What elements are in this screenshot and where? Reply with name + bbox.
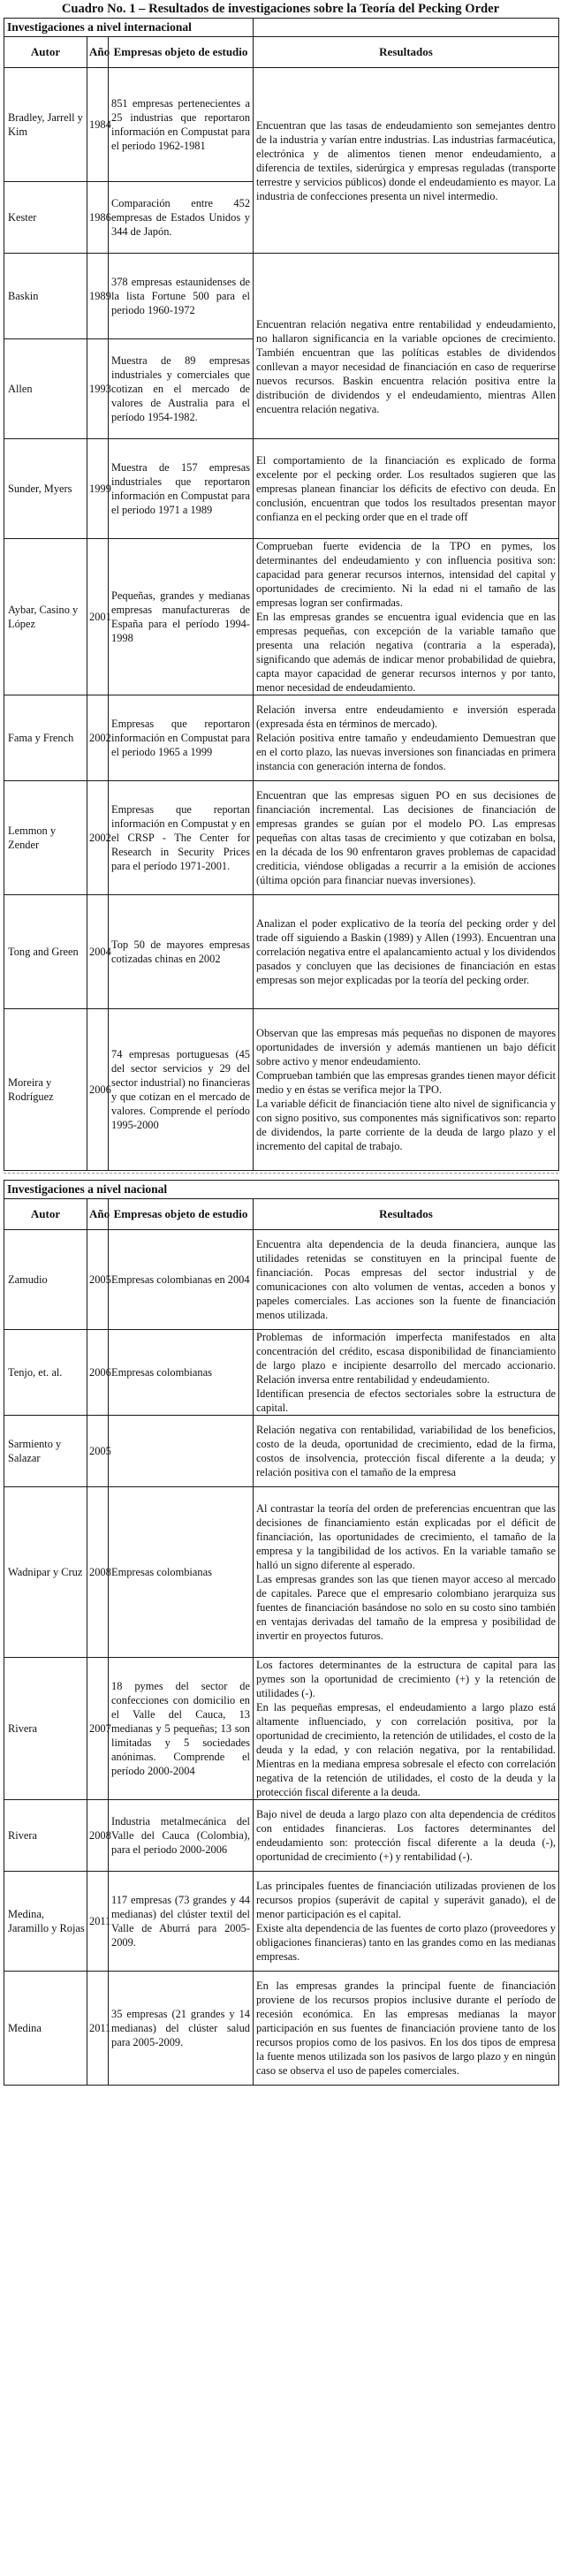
cell-resultados: Bajo nivel de deuda a largo plazo con alta dependencia de créditos con entidades financieras. Los factores determinantes del endeudamiento son: protección fiscal diferente a la deuda (-), oportunidad de crecimiento (+) y rentabilidad (-). — [254, 1800, 559, 1872]
cell-autor: Wadnipar y Cruz — [4, 1487, 87, 1658]
cell-anio: 2005 — [87, 1416, 109, 1487]
result-paragraph: En las pequeñas empresas, el endeudamiento a largo plazo está altamente influenciado, y con correlación positiva, por la oportunidad de crecimiento, la retención de utilidades, el costo de la deuda y la edad, y con relación negativa, por la rentabilidad. Mientras en la mediana empresa sobresale el efecto con correlación negativa de la retención de utilidades, el costo de la deuda y la protección fiscal diferente a la deuda. — [256, 1701, 557, 1798]
table-row — [4, 695, 559, 781]
table-title: Cuadro No. 1 – Resultados de investigaciones sobre la Teoría del Pecking Order — [61, 2, 500, 16]
result-paragraph: Comprueban también que las empresas grandes tienen mayor déficit medio y en éstas se verifica mejor la TPO. — [256, 1069, 557, 1096]
result-paragraph: Relación positiva entre tamaño y endeudamiento Demuestran que en el corto plazo, las nuevas inversiones son financiadas en primera instancia con generación interna de fondos. — [256, 732, 557, 772]
column-header-autor: Autor — [4, 37, 87, 68]
table-row — [4, 254, 559, 339]
table-row — [4, 1800, 559, 1872]
cell-anio: 2002 — [87, 695, 109, 781]
cell-resultados: Encuentran que las empresas siguen PO en sus decisiones de financiación incremental. Las decisiones de financiación de empresas grandes se guían por el modelo PO. Las empresas pequeñas con altas tasas de crecimiento y que cotizaban en bolsa, en la década de los 90 enfrentaron graves problemas de capacidad crediticia, viéndose obligadas a recurrir a la emisión de acciones (última opción para financiar nuevas inversiones). — [254, 781, 559, 895]
cell-resultados — [254, 1658, 559, 1800]
cell-anio: 1993 — [87, 339, 109, 439]
table-row — [4, 895, 559, 1009]
table-row — [4, 439, 559, 539]
cell-empresas: Muestra de 157 empresas industriales que reportaron información en Compustat para el periodo 1971 a 1989 — [109, 439, 254, 539]
table-row — [4, 1487, 559, 1658]
cell-autor: Fama y French — [4, 695, 87, 781]
cell-empresas: 117 empresas (73 grandes y 44 medianas) del clúster textil del Valle de Aburrá para 2005-2009. — [109, 1872, 254, 1972]
cell-resultados: Encuentran que las tasas de endeudamiento son semejantes dentro de la industria y varían entre industrias. Las industrias farmacéutica, electrónica y de alimentos tienen menor endeudamiento, a diferencia de textiles, siderúrgica y empresas reguladas (transporte terrestre y servicios públicos) donde el endeudamiento es mayor. La industria de confecciones presenta un nivel intermedio. — [254, 68, 559, 254]
cell-autor: Moreira y Rodríguez — [4, 1009, 87, 1171]
cell-anio: 2006 — [87, 1330, 109, 1416]
result-paragraph: Existe alta dependencia de las fuentes de corto plazo (proveedores y obligaciones financieras) tanto en las grandes como en las medianas empresas. — [256, 1922, 557, 1963]
column-header-anio: Año — [87, 1199, 109, 1230]
result-paragraph: Relación inversa entre endeudamiento e inversión esperada (expresada ésta en términos de mercado). — [256, 703, 557, 730]
result-paragraph: Identifican presencia de efectos sectoriales sobre la estructura de capital. — [256, 1387, 557, 1414]
empty-cell — [254, 19, 559, 37]
result-text: Encuentran relación negativa entre rentabilidad y endeudamiento, no hallaron significancia en la variable opciones de crecimiento. También encuentran que las políticas estables de dividendos conllevan a mayor necesidad de financiación en caso de requerirse nuevos recursos. Baskin encuentra relación positiva entre la distribución de dividendos y el endeudamiento, mientras Allen encuentra relación negativa. — [256, 318, 557, 415]
cell-anio: 2008 — [87, 1800, 109, 1872]
cell-empresas: 74 empresas portuguesas (45 del sector servicios y 29 del sector industrial) no financieras y que cotizan en el mercado de valores. Comprende el período 1995-2000 — [109, 1009, 254, 1171]
cell-autor: Lemmon y Zender — [4, 781, 87, 895]
cell-empresas: Muestra de 89 empresas industriales y comerciales que cotizan en el mercado de valores de Australia para el período 1954-1982. — [109, 339, 254, 439]
cell-resultados: Relación negativa con rentabilidad, variabilidad de los beneficios, costo de la deuda, oportunidad de crecimiento, edad de la firma, costos de insolvencia, protección fiscal diferente a la deuda; y relación positiva con el tamaño de la empresa — [254, 1416, 559, 1487]
cell-anio: 2004 — [87, 895, 109, 1009]
national-table — [4, 1180, 559, 2086]
national-table-wrap — [4, 1180, 558, 2086]
result-paragraph: La variable déficit de financiación tiene alto nivel de significancia y con signo positivo, sus componentes más significativos son: reparto de dividendos, la parte corriente de la deuda de largo plazo y el incremento del capital de trabajo. — [256, 1098, 557, 1152]
cell-autor: Rivera — [4, 1800, 87, 1872]
cell-autor: Kester — [4, 182, 87, 254]
cell-empresas: Empresas colombianas — [109, 1487, 254, 1658]
cell-resultados — [254, 695, 559, 781]
cell-empresas: 18 pymes del sector de confecciones con domicilio en el Valle del Cauca, 13 medianas y 5 pequeñas; 13 son limitadas y 5 sociedades anónimas. Comprende el período 2000-2004 — [109, 1658, 254, 1800]
result-paragraph: Observan que las empresas más pequeñas no disponen de mayores oportunidades de inversión y además mantienen un bajo déficit sobre activo y menor endeudamiento. — [256, 1027, 557, 1068]
cell-anio: 1984 — [87, 68, 109, 182]
column-header-resultados: Resultados — [254, 1199, 559, 1230]
cell-anio: 1989 — [87, 254, 109, 339]
cell-resultados: En las empresas grandes la principal fuente de financiación proviene de los recursos propios inclusive durante el período de recesión económica. En las empresas medianas la mayor participación en sus fuentes de financiación proviene tanto de los recursos propios como de los pasivos. En los dos tipos de empresa la fuente menos utilizada son los pasivos de largo plazo y en ningún caso se observa el uso de papeles comerciales. — [254, 1972, 559, 2086]
cell-resultados — [254, 1487, 559, 1658]
cell-anio: 2001 — [87, 539, 109, 695]
table-row — [4, 1009, 559, 1171]
cell-resultados: Analizan el poder explicativo de la teoría del pecking order y del trade off siguiendo a Baskin (1989) y Allen (1993). Encuentran una correlación negativa entre el apalancamiento actual y los dividendos pasados y concluyen que las decisiones de financiación en estas empresas son mejor explicadas por la teoría del pecking order. — [254, 895, 559, 1009]
section-label: Investigaciones a nivel nacional — [4, 1181, 559, 1199]
cell-empresas: Top 50 de mayores empresas cotizadas chinas en 2002 — [109, 895, 254, 1009]
cell-anio: 2011 — [87, 1972, 109, 2086]
table-row — [4, 781, 559, 895]
table-row — [4, 1416, 559, 1487]
cell-anio: 2005 — [87, 1230, 109, 1330]
cell-empresas: Empresas colombianas en 2004 — [109, 1230, 254, 1330]
cell-resultados — [254, 539, 559, 695]
cell-empresas: 35 empresas (21 grandes y 14 medianas) del clúster salud para 2005-2009. — [109, 1972, 254, 2086]
section-header-national — [4, 1181, 559, 1199]
cell-empresas: Empresas que reportan información en Compustat y en el CRSP - The Center for Research in Security Prices para el período 1971-2001. — [109, 781, 254, 895]
cell-empresas: Empresas colombianas — [109, 1330, 254, 1416]
cell-autor: Zamudio — [4, 1230, 87, 1330]
result-paragraph: Los factores determinantes de la estructura de capital para las pymes son la oportunidad de crecimiento (+) y la retención de utilidades (-). — [256, 1659, 557, 1699]
cell-anio: 2008 — [87, 1487, 109, 1658]
result-paragraph: Las empresas grandes son las que tienen mayor acceso al mercado de capitales. Parece que el empresario colombiano jerarquiza sus fuentes de financiación basándose no solo en su costo sino también en ventajas derivadas del tamaño de la empresa y posibilidad de invertir en proyectos futuros. — [256, 1573, 557, 1642]
cell-autor: Medina, Jaramillo y Rojas — [4, 1872, 87, 1972]
table-row — [4, 1972, 559, 2086]
result-paragraph: Al contrastar la teoría del orden de preferencias encuentran que las decisiones de financiamiento están explicadas por el déficit de financiación, las oportunidades de crecimiento, el tamaño de la empresa y la tangibilidad de los activos. En la variable tamaño se halló un signo diferente al esperado. — [256, 1502, 557, 1571]
section-label: Investigaciones a nivel internacional — [4, 19, 254, 37]
result-paragraph: Comprueban fuerte evidencia de la TPO en pymes, los determinantes del endeudamiento y con influencia positiva son: capacidad para generar recursos internos, intensidad del capital y oportunidades de crecimiento. Ni la edad ni el tamaño de las empresas logran ser confirmadas. — [256, 540, 557, 609]
cell-autor: Sarmiento y Salazar — [4, 1416, 87, 1487]
table-row — [4, 1658, 559, 1800]
cell-autor: Tong and Green — [4, 895, 87, 1009]
table-row — [4, 68, 559, 182]
cell-empresas: 378 empresas estaunidenses de la lista Fortune 500 para el periodo 1960-1972 — [109, 254, 254, 339]
section-header-international — [4, 19, 559, 37]
cell-empresas: Industria metalmecánica del Valle del Cauca (Colombia), para el periodo 2000-2006 — [109, 1800, 254, 1872]
column-header-autor: Autor — [4, 1199, 87, 1230]
result-paragraph: Problemas de información imperfecta manifestados en alta concentración del crédito, escasa disponibilidad de financiamiento de largo plazo e incipiente desarrollo del mercado accionario. Relación inversa entre rentabilidad y endeudamiento. — [256, 1331, 557, 1386]
cell-empresas: Empresas que reportaron información en Compustat para el periodo 1965 a 1999 — [109, 695, 254, 781]
table-row — [4, 539, 559, 695]
cell-empresas: 851 empresas pertenecientes a 25 industrias que reportaron información en Compustat para el periodo 1962-1981 — [109, 68, 254, 182]
cell-anio: 2006 — [87, 1009, 109, 1171]
column-header-row — [4, 1199, 559, 1230]
cell-autor: Rivera — [4, 1658, 87, 1800]
cell-resultados: Encuentra alta dependencia de la deuda financiera, aunque las utilidades retenidas se constituyen en la principal fuente de financiación. Pocas empresas del sector industrial y de comunicaciones con alto volumen de ventas, acceden a bonos y papeles comerciales. Las acciones son la fuente de financiación menos utilizada. — [254, 1230, 559, 1330]
cell-empresas: Comparación entre 452 empresas de Estados Unidos y 344 de Japón. — [109, 182, 254, 254]
cell-autor: Allen — [4, 339, 87, 439]
table-separator — [0, 1171, 561, 1180]
international-table — [4, 18, 559, 1171]
cell-anio: 2011 — [87, 1872, 109, 1972]
cell-resultados: El comportamiento de la financiación es explicado de forma excelente por el pecking order. Los resultados sugieren que las empresas planean financiar los déficits de efectivo con deuda. En conclusión, encuentran que todos los resultados presentan mayor confianza en el pecking order que en el trade off — [254, 439, 559, 539]
result-paragraph: Las principales fuentes de financiación utilizadas provienen de los recursos propios (superávit de capital y superávit ganado), el de menor participación es el capital. — [256, 1880, 557, 1920]
cell-autor: Sunder, Myers — [4, 439, 87, 539]
cell-resultados — [254, 1330, 559, 1416]
cell-autor: Tenjo, et. al. — [4, 1330, 87, 1416]
column-header-anio: Año — [87, 37, 109, 68]
table-row — [4, 1230, 559, 1330]
cell-autor: Aybar, Casino y López — [4, 539, 87, 695]
column-header-empresas: Empresas objeto de estudio — [109, 1199, 254, 1230]
cell-resultados — [254, 1872, 559, 1972]
cell-autor: Bradley, Jarrell y Kim — [4, 68, 87, 182]
cell-empresas — [109, 1416, 254, 1487]
cell-autor: Baskin — [4, 254, 87, 339]
table-row — [4, 1330, 559, 1416]
result-paragraph: En las empresas grandes se encuentra igual evidencia que en las empresas pequeñas, con excepción de la variable tamaño que presenta una relación negativa (contraria a la esperada), significando que además de indicar menor probabilidad de quiebra, capta mayor capacidad de generar recursos internos y por tanto, menor necesidad de endeudamiento. — [256, 611, 557, 694]
cell-resultados — [254, 254, 559, 439]
column-header-empresas: Empresas objeto de estudio — [109, 37, 254, 68]
cell-anio: 1986 — [87, 182, 109, 254]
cell-anio: 1999 — [87, 439, 109, 539]
column-header-resultados: Resultados — [254, 37, 559, 68]
cell-anio: 2007 — [87, 1658, 109, 1800]
cell-autor: Medina — [4, 1972, 87, 2086]
table-row — [4, 1872, 559, 1972]
cell-resultados — [254, 1009, 559, 1171]
international-table-wrap — [4, 18, 558, 1171]
cell-empresas: Pequeñas, grandes y medianas empresas manufactureras de España para el período 1994-1998 — [109, 539, 254, 695]
column-header-row — [4, 37, 559, 68]
cell-anio: 2002 — [87, 781, 109, 895]
